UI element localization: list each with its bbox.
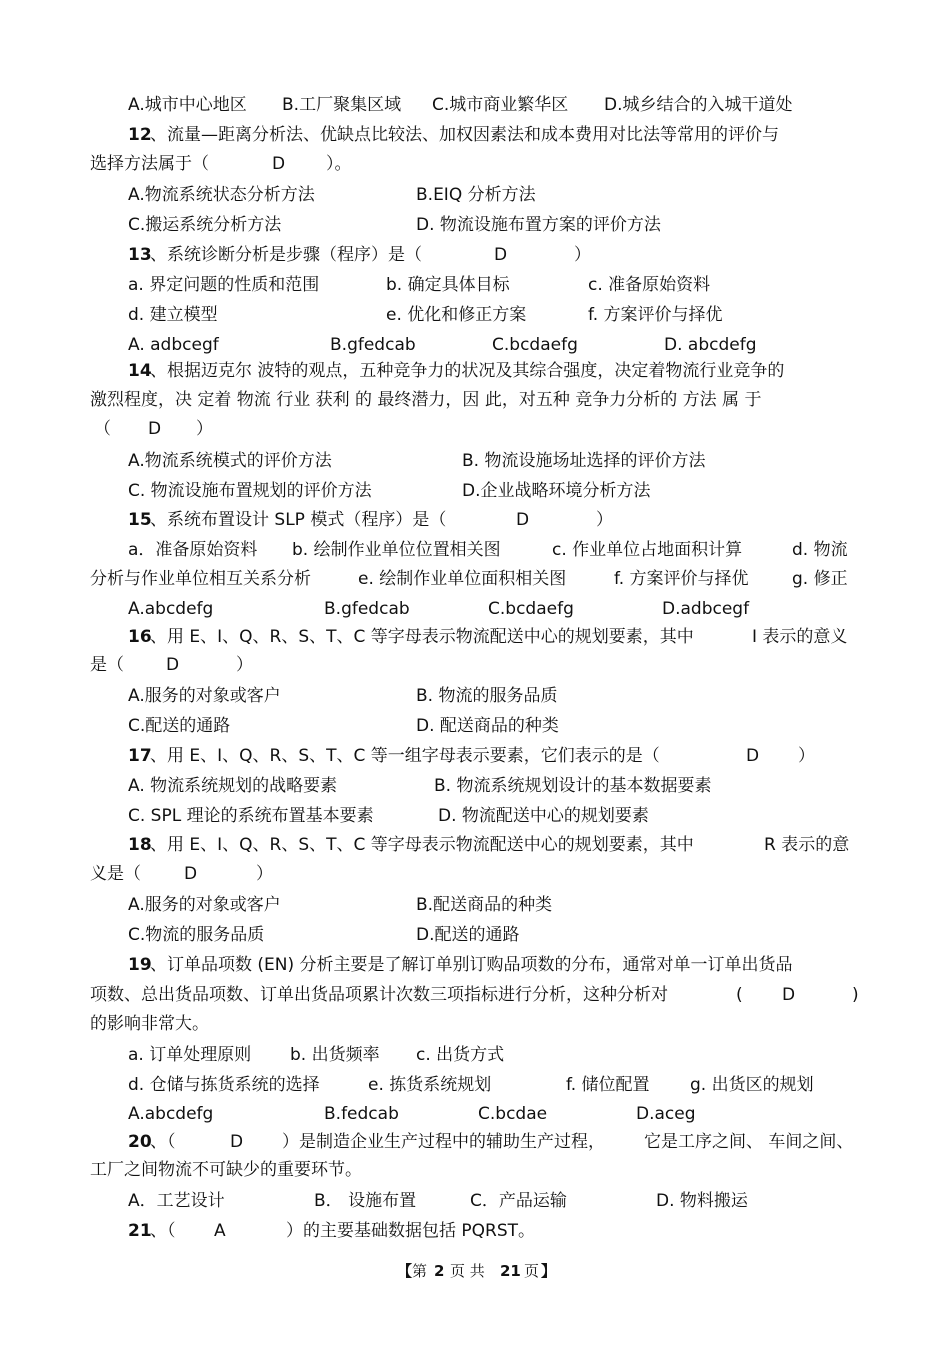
step-b: b. 确定具体目标 bbox=[386, 275, 510, 295]
answer: D bbox=[494, 245, 508, 265]
answer: D bbox=[148, 419, 162, 439]
question-text: 、用 E、I、Q、R、S、T、C 等一组字母表示要素，它们表示的是（ bbox=[150, 746, 660, 766]
q21-line1 bbox=[0, 1218, 950, 1244]
step-g: g. 出货区的规划 bbox=[690, 1075, 814, 1095]
question-text: ） bbox=[574, 245, 591, 265]
step-a: a. 订单处理原则 bbox=[128, 1045, 252, 1065]
question-number: 19 bbox=[128, 955, 152, 975]
question-text: 、根据迈克尔 波特的观点，五种竞争力的状况及其综合强度，决定着物流行业竞争的 bbox=[150, 361, 785, 381]
option-d: D.城乡结合的入城干道处 bbox=[604, 95, 793, 115]
step-d: d. 仓储与拣货系统的选择 bbox=[128, 1075, 320, 1095]
option-c: C.bcdae bbox=[478, 1104, 548, 1124]
option-d: D. abcdefg bbox=[664, 335, 757, 355]
question-text: 、用 E、I、Q、R、S、T、C 等字母表示物流配送中心的规划要素，其中 bbox=[150, 627, 694, 647]
option-b: B. 物流设施场址选择的评价方法 bbox=[462, 451, 706, 471]
q13-options bbox=[0, 332, 950, 358]
step-b: b. 绘制作业单位位置相关图 bbox=[292, 540, 501, 560]
question-text: 义是（ bbox=[90, 864, 141, 884]
q12-options-2 bbox=[0, 212, 950, 238]
option-a: A.服务的对象或客户 bbox=[128, 895, 281, 915]
option-a: A.城市中心地区 bbox=[128, 95, 247, 115]
option-c: C.配送的通路 bbox=[128, 716, 231, 736]
question-text: 项数、总出货品项数、订单出货品项累计次数三项指标进行分析，这种分析对 bbox=[90, 985, 668, 1005]
question-text: 工厂之间物流不可缺少的重要环节。 bbox=[90, 1160, 362, 1180]
option-b: B.fedcab bbox=[324, 1104, 399, 1124]
q17-options-1 bbox=[0, 773, 950, 799]
answer: D bbox=[184, 864, 198, 884]
option-a: A.服务的对象或客户 bbox=[128, 686, 281, 706]
q14-line2 bbox=[0, 387, 950, 413]
answer: D bbox=[230, 1132, 244, 1152]
question-text: 、系统诊断分析是步骤（程序）是（ bbox=[150, 245, 422, 265]
question-text: ） bbox=[196, 419, 213, 439]
question-text: 、流量—距离分析法、优缺点比较法、加权因素法和成本费用对比法等常用的评价与 bbox=[150, 125, 779, 145]
question-text: ( bbox=[736, 985, 743, 1005]
q16-options-1 bbox=[0, 683, 950, 709]
q15-steps-2 bbox=[0, 566, 950, 592]
question-text: 、（ bbox=[150, 1132, 176, 1152]
step-d: d. 物流 bbox=[792, 540, 848, 560]
q13-steps-1 bbox=[0, 272, 950, 298]
option-d: D.企业战略环境分析方法 bbox=[462, 481, 651, 501]
option-c: C.bcdaefg bbox=[492, 335, 578, 355]
question-text: 、系统布置设计 SLP 模式（程序）是（ bbox=[150, 510, 447, 530]
step-f: f. 方案评价与择优 bbox=[588, 305, 723, 325]
option-a: A.abcdefg bbox=[128, 599, 214, 619]
question-text: ）是制造企业生产过程中的辅助生产过程， bbox=[282, 1132, 605, 1152]
step-e: e. 优化和修正方案 bbox=[386, 305, 527, 325]
option-a: A. 物流系统规划的战略要素 bbox=[128, 776, 338, 796]
q20-line1 bbox=[0, 1129, 950, 1155]
step-d-cont: 分析与作业单位相互关系分析 bbox=[90, 569, 311, 589]
question-text: ) bbox=[852, 985, 859, 1005]
question-text: 是（ bbox=[90, 655, 124, 675]
option-b: B. 物流的服务品质 bbox=[416, 686, 558, 706]
q19-steps-2 bbox=[0, 1072, 950, 1098]
option-d: D.adbcegf bbox=[662, 599, 750, 619]
option-c: C．产品运输 bbox=[470, 1191, 567, 1211]
page-footer bbox=[0, 1258, 950, 1284]
q14-options-1 bbox=[0, 448, 950, 474]
question-number: 20 bbox=[128, 1132, 152, 1152]
step-f: f. 储位配置 bbox=[566, 1075, 650, 1095]
q15-line1 bbox=[0, 507, 950, 533]
q17-options-2 bbox=[0, 803, 950, 829]
question-text: I 表示的意义 bbox=[752, 627, 848, 647]
question-text: R 表示的意 bbox=[764, 835, 850, 855]
step-b: b. 出货频率 bbox=[290, 1045, 380, 1065]
question-text: （ bbox=[94, 419, 111, 439]
step-a: a. 界定问题的性质和范围 bbox=[128, 275, 320, 295]
answer: D bbox=[746, 746, 760, 766]
q20-line2 bbox=[0, 1157, 950, 1183]
q18-line1 bbox=[0, 832, 950, 858]
question-text: 选择方法属于（ bbox=[90, 154, 209, 174]
question-number: 21 bbox=[128, 1221, 152, 1241]
option-d: D. 配送商品的种类 bbox=[416, 716, 559, 736]
step-g: g. 修正 bbox=[792, 569, 848, 589]
option-a: A. adbcegf bbox=[128, 335, 219, 355]
q12-line1 bbox=[0, 122, 950, 148]
option-c: C.搬运系统分析方法 bbox=[128, 215, 282, 235]
answer: D bbox=[782, 985, 796, 1005]
q19-line1 bbox=[0, 952, 950, 978]
option-c: C. 物流设施布置规划的评价方法 bbox=[128, 481, 372, 501]
option-b: B.gfedcab bbox=[324, 599, 410, 619]
question-text: ） bbox=[236, 655, 253, 675]
footer-bracket-right: 】 bbox=[541, 1262, 557, 1280]
question-text: ） bbox=[256, 864, 273, 884]
question-text: 、用 E、I、Q、R、S、T、C 等字母表示物流配送中心的规划要素，其中 bbox=[150, 835, 694, 855]
option-b: B. 物流系统规划设计的基本数据要素 bbox=[434, 776, 712, 796]
q20-options bbox=[0, 1188, 950, 1214]
option-c: C.bcdaefg bbox=[488, 599, 574, 619]
footer-label: 页 共 bbox=[450, 1262, 485, 1280]
q14-line1 bbox=[0, 358, 950, 384]
q11-options bbox=[0, 92, 950, 118]
page-number: 2 bbox=[434, 1262, 445, 1280]
q13-steps-2 bbox=[0, 302, 950, 328]
question-text: 的影响非常大。 bbox=[90, 1014, 209, 1034]
option-d: D. 物流设施布置方案的评价方法 bbox=[416, 215, 661, 235]
question-number: 14 bbox=[128, 361, 152, 381]
option-a: A.abcdefg bbox=[128, 1104, 214, 1124]
step-c: c. 出货方式 bbox=[416, 1045, 505, 1065]
q19-options bbox=[0, 1101, 950, 1127]
option-a: A.物流系统模式的评价方法 bbox=[128, 451, 332, 471]
question-text: 它是工序之间、 车间之间、 bbox=[644, 1132, 854, 1152]
option-d: D. 物流配送中心的规划要素 bbox=[438, 806, 649, 826]
q15-options bbox=[0, 596, 950, 622]
q19-line2 bbox=[0, 982, 950, 1008]
page-total: 21 bbox=[500, 1262, 521, 1280]
option-a: A.物流系统状态分析方法 bbox=[128, 185, 315, 205]
q16-options-2 bbox=[0, 713, 950, 739]
answer: D bbox=[516, 510, 530, 530]
option-b: B.gfedcab bbox=[330, 335, 416, 355]
q12-options-1 bbox=[0, 182, 950, 208]
answer: D bbox=[272, 154, 286, 174]
step-f: f. 方案评价与择优 bbox=[614, 569, 749, 589]
q13-line1 bbox=[0, 242, 950, 268]
q14-line3 bbox=[0, 416, 950, 442]
option-c: C. SPL 理论的系统布置基本要素 bbox=[128, 806, 374, 826]
option-c: C.城市商业繁华区 bbox=[432, 95, 569, 115]
option-d: D. 物料搬运 bbox=[656, 1191, 748, 1211]
q19-steps-1 bbox=[0, 1042, 950, 1068]
footer-label: 第 bbox=[412, 1262, 428, 1280]
option-a: A．工艺设计 bbox=[128, 1191, 225, 1211]
option-b: B.配送商品的种类 bbox=[416, 895, 553, 915]
step-c: c. 准备原始资料 bbox=[588, 275, 711, 295]
option-d: D.配送的通路 bbox=[416, 925, 520, 945]
question-number: 16 bbox=[128, 627, 152, 647]
option-b: B.工厂聚集区域 bbox=[282, 95, 402, 115]
option-d: D.aceg bbox=[636, 1104, 696, 1124]
footer-bracket-left: 【 bbox=[397, 1262, 413, 1280]
question-text: ）的主要基础数据包括 PQRST。 bbox=[286, 1221, 536, 1241]
question-text: 、（ bbox=[150, 1221, 176, 1241]
q12-line2 bbox=[0, 151, 950, 177]
q16-line2 bbox=[0, 652, 950, 678]
option-c: C.物流的服务品质 bbox=[128, 925, 265, 945]
question-text: 激烈程度，决 定着 物流 行业 获利 的 最终潜力，因 此，对五种 竞争力分析的 方法 属 于 bbox=[90, 390, 762, 410]
question-number: 17 bbox=[128, 746, 152, 766]
answer: A bbox=[214, 1221, 226, 1241]
option-b: B.EIQ 分析方法 bbox=[416, 185, 536, 205]
question-text: ）。 bbox=[326, 154, 352, 174]
step-e: e. 绘制作业单位面积相关图 bbox=[358, 569, 567, 589]
q18-options-1 bbox=[0, 892, 950, 918]
question-text: 、订单品项数 (EN) 分析主要是了解订单别订购品项数的分布，通常对单一订单出货品 bbox=[150, 955, 793, 975]
q16-line1 bbox=[0, 624, 950, 650]
q18-line2 bbox=[0, 861, 950, 887]
q14-options-2 bbox=[0, 478, 950, 504]
q18-options-2 bbox=[0, 922, 950, 948]
step-a: a．准备原始资料 bbox=[128, 540, 258, 560]
footer-label: 页 bbox=[524, 1262, 540, 1280]
step-e: e. 拣货系统规划 bbox=[368, 1075, 492, 1095]
q17-line1 bbox=[0, 743, 950, 769]
step-c: c. 作业单位占地面积计算 bbox=[552, 540, 743, 560]
question-number: 13 bbox=[128, 245, 152, 265]
option-b: B． 设施布置 bbox=[314, 1191, 417, 1211]
question-text: ） bbox=[798, 746, 815, 766]
answer: D bbox=[166, 655, 180, 675]
question-text: ） bbox=[596, 510, 613, 530]
question-number: 18 bbox=[128, 835, 152, 855]
question-number: 12 bbox=[128, 125, 152, 145]
question-number: 15 bbox=[128, 510, 152, 530]
step-d: d. 建立模型 bbox=[128, 305, 218, 325]
q19-line3 bbox=[0, 1011, 950, 1037]
q15-steps-1 bbox=[0, 537, 950, 563]
